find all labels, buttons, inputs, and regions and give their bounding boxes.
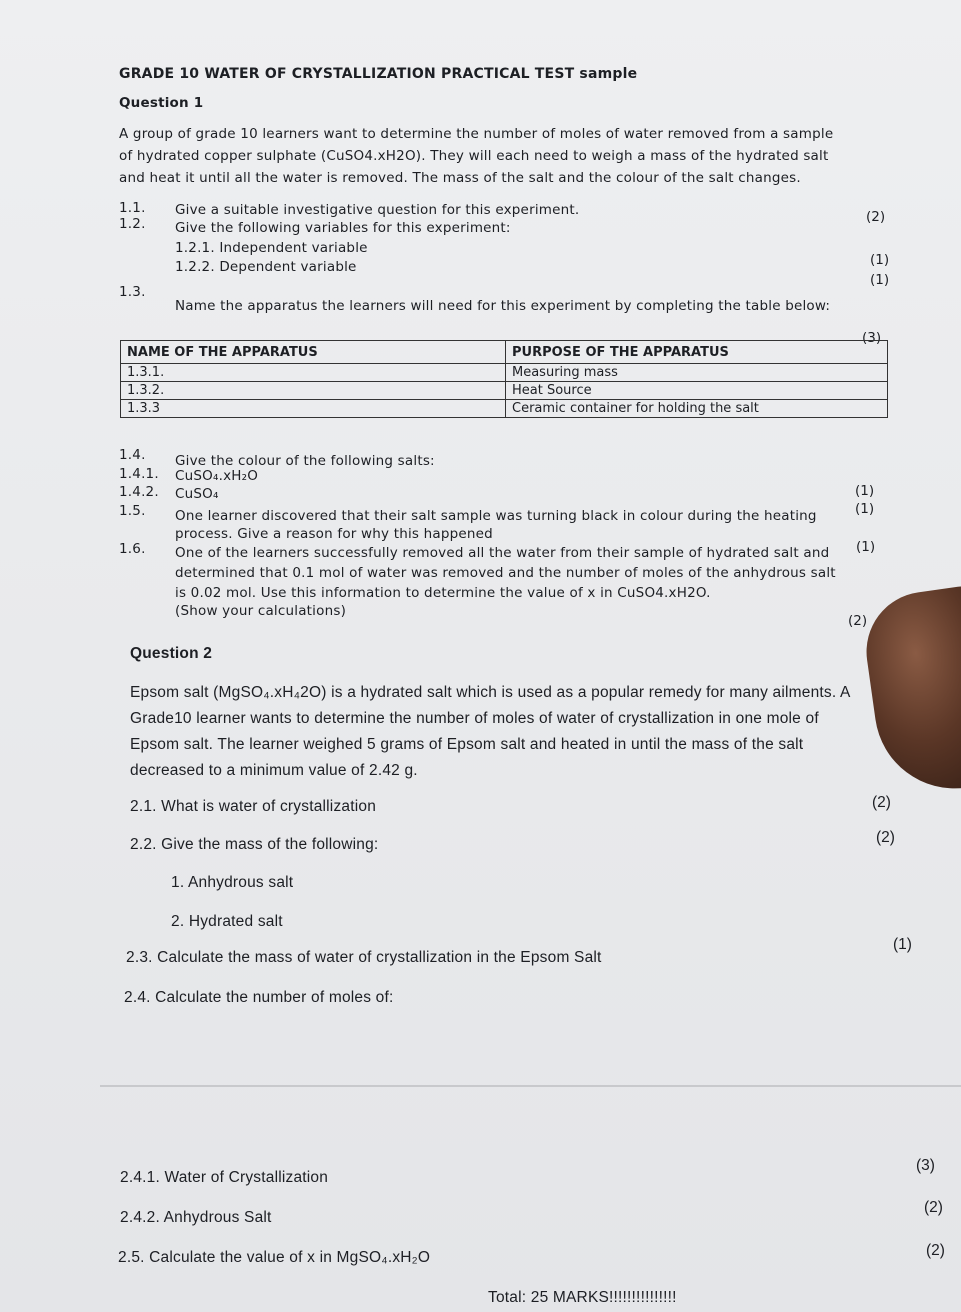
item-2-5-text: 2.5. Calculate the value of x in MgSO₄.xH₂O: [118, 1249, 431, 1266]
item-2-2-1-text: 1. Anhydrous salt: [171, 874, 294, 891]
table-row: [121, 400, 888, 418]
question-1-heading: Question 1: [119, 95, 204, 111]
total-marks: Total: 25 MARKS!!!!!!!!!!!!!!!: [488, 1289, 677, 1306]
apparatus-table: [120, 340, 888, 418]
item-1-6-line-3: is 0.02 mol. Use this information to determine the value of x in CuSO4.xH2O.: [175, 585, 711, 601]
question-2-heading: Question 2: [130, 645, 213, 662]
q1-intro-line-1: A group of grade 10 learners want to determine the number of moles of water removed from a sample: [119, 126, 834, 142]
item-2-1-text: 2.1. What is water of crystallization: [130, 798, 377, 815]
item-2-3-marks: (1): [893, 936, 912, 953]
item-2-2-2-text: 2. Hydrated salt: [171, 913, 283, 930]
table-row: [121, 382, 888, 400]
item-1-1-marks: (2): [866, 209, 886, 225]
item-1-6-line-2: determined that 0.1 mol of water was removed and the number of moles of the anhydrous salt: [175, 565, 836, 581]
item-1-5-line-1: One learner discovered that their salt sample was turning black in colour during the heating: [175, 508, 817, 524]
table-header-row: [121, 341, 888, 364]
page-title: GRADE 10 WATER OF CRYSTALLIZATION PRACTICAL TEST sample: [119, 66, 638, 82]
item-2-4-1-marks: (3): [916, 1157, 935, 1174]
item-1-2-2-text: 1.2.2. Dependent variable: [175, 259, 357, 275]
table-row: [121, 364, 888, 382]
paper-fold-line: [100, 1085, 961, 1087]
item-1-4-2-text: CuSO₄: [175, 486, 219, 502]
table-cell: Ceramic container for holding the salt: [506, 400, 888, 418]
item-2-4-2-marks: (2): [924, 1199, 943, 1216]
item-1-1-number: 1.1.: [119, 200, 146, 216]
table-cell: 1.3.3: [121, 400, 506, 418]
table-cell: Heat Source: [506, 382, 888, 400]
item-1-6-line-4: (Show your calculations): [175, 603, 347, 619]
item-1-4-text: Give the colour of the following salts:: [175, 453, 435, 469]
item-1-2-text: Give the following variables for this experiment:: [175, 220, 511, 236]
item-2-2-text: 2.2. Give the mass of the following:: [130, 836, 379, 853]
item-1-4-number: 1.4.: [119, 447, 146, 463]
item-2-1-marks: (2): [872, 794, 891, 811]
item-1-2-2-marks: (1): [870, 272, 890, 288]
item-1-4-1-number: 1.4.1.: [119, 466, 159, 482]
item-1-4-2-number: 1.4.2.: [119, 484, 159, 500]
item-2-5-marks: (2): [926, 1242, 945, 1259]
item-1-2-1-text: 1.2.1. Independent variable: [175, 240, 368, 256]
item-2-4-1-text: 2.4.1. Water of Crystallization: [120, 1169, 329, 1186]
item-1-6-line-1: One of the learners successfully removed all the water from their sample of hydrated salt and: [175, 545, 830, 561]
table-header-name: NAME OF THE APPARATUS: [121, 341, 506, 364]
item-1-6-number: 1.6.: [119, 541, 146, 557]
item-2-4-text: 2.4. Calculate the number of moles of:: [124, 989, 394, 1006]
item-1-4-2-marks: (1): [855, 501, 875, 517]
item-1-3-number: 1.3.: [119, 284, 146, 300]
item-1-5-marks: (1): [856, 539, 876, 555]
q1-intro-line-2: of hydrated copper sulphate (CuSO4.xH2O). They will each need to weigh a mass of the hydrated salt: [119, 148, 829, 164]
item-1-1-text: Give a suitable investigative question for this experiment.: [175, 202, 580, 218]
table-cell: 1.3.2.: [121, 382, 506, 400]
item-1-4-1-text: CuSO₄.xH₂O: [175, 468, 259, 484]
item-2-3-text: 2.3. Calculate the mass of water of crystallization in the Epsom Salt: [126, 949, 602, 966]
item-2-2-marks: (2): [876, 829, 895, 846]
item-1-2-1-marks: (1): [870, 252, 890, 268]
item-1-5-line-2: process. Give a reason for why this happened: [175, 526, 493, 542]
q2-intro-line-3: Epsom salt. The learner weighed 5 grams of Epsom salt and heated in until the mass of the salt: [130, 736, 804, 753]
item-2-4-2-text: 2.4.2. Anhydrous Salt: [120, 1209, 272, 1226]
item-1-6-marks: (2): [848, 613, 868, 629]
table-cell: Measuring mass: [506, 364, 888, 382]
item-1-4-1-marks: (1): [855, 483, 875, 499]
q2-intro-line-4: decreased to a minimum value of 2.42 g.: [130, 762, 418, 779]
item-1-5-number: 1.5.: [119, 503, 146, 519]
item-1-3-marks: (3): [862, 330, 882, 346]
q2-intro-line-2: Grade10 learner wants to determine the number of moles of water of crystallization in one mole of: [130, 710, 819, 727]
q2-intro-line-1: Epsom salt (MgSO₄.xH₄2O) is a hydrated salt which is used as a popular remedy for many ailments. A: [130, 684, 851, 701]
q1-intro-line-3: and heat it until all the water is removed. The mass of the salt and the colour of the salt changes.: [119, 170, 801, 186]
table-cell: 1.3.1.: [121, 364, 506, 382]
item-1-3-text: Name the apparatus the learners will need for this experiment by completing the table below:: [175, 298, 831, 314]
table-header-purpose: PURPOSE OF THE APPARATUS: [506, 341, 888, 364]
item-1-2-number: 1.2.: [119, 216, 146, 232]
